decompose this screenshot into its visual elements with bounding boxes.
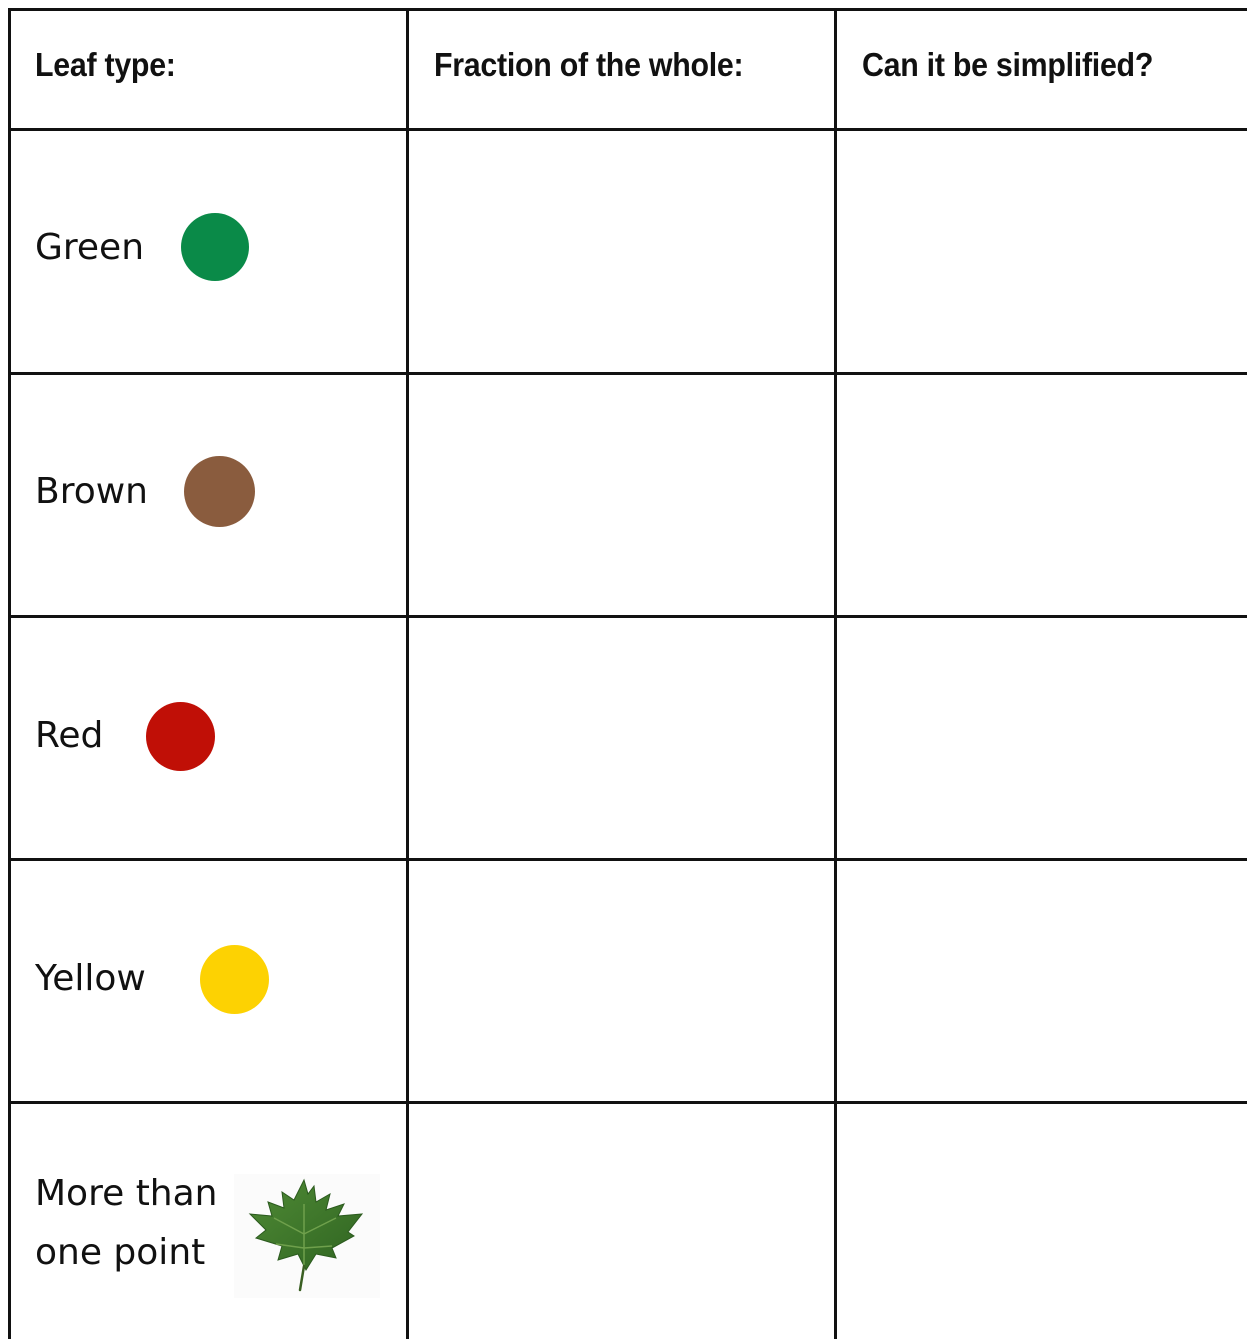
header-leaf-type: Leaf type:	[35, 46, 176, 83]
brown-dot	[184, 456, 255, 527]
header-can-it-be-simplified: Can it be simplified?	[862, 46, 1154, 83]
fraction-cell-yellow[interactable]	[412, 864, 831, 1098]
row-label-green: Green	[35, 227, 145, 268]
table-border-top	[8, 8, 1247, 11]
row-label-brown: Brown	[35, 471, 148, 512]
column-divider	[834, 8, 837, 1339]
table-border-left	[8, 8, 11, 1339]
simplified-cell-yellow[interactable]	[840, 864, 1247, 1098]
column-divider	[406, 8, 409, 1339]
yellow-dot	[200, 945, 269, 1014]
row-divider	[8, 372, 1247, 375]
row-label-more-than-line2: one point	[35, 1232, 206, 1273]
row-label-yellow: Yellow	[35, 958, 146, 999]
simplified-cell-brown[interactable]	[840, 378, 1247, 612]
row-divider	[8, 858, 1247, 861]
header-divider	[8, 128, 1247, 131]
header-fraction-of-whole: Fraction of the whole:	[434, 46, 744, 83]
simplified-cell-green[interactable]	[840, 134, 1247, 369]
maple-leaf-icon	[234, 1174, 380, 1298]
row-divider	[8, 615, 1247, 618]
red-dot	[146, 702, 215, 771]
fraction-cell-brown[interactable]	[412, 378, 831, 612]
green-dot	[181, 213, 249, 281]
fraction-cell-red[interactable]	[412, 621, 831, 855]
fraction-cell-green[interactable]	[412, 134, 831, 369]
simplified-cell-red[interactable]	[840, 621, 1247, 855]
row-label-red: Red	[35, 715, 104, 756]
fraction-cell-more-than-one-point[interactable]	[412, 1107, 831, 1339]
simplified-cell-more-than-one-point[interactable]	[840, 1107, 1247, 1339]
row-label-more-than-line1: More than	[35, 1173, 218, 1214]
row-divider	[8, 1101, 1247, 1104]
